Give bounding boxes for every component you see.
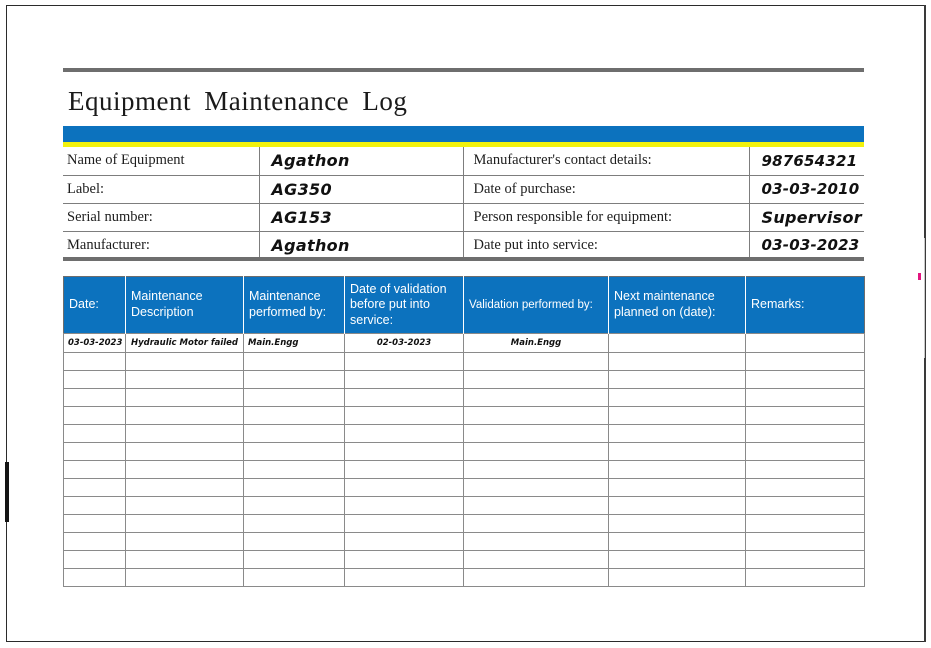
table-row-empty (64, 353, 865, 371)
cell-empty (746, 551, 865, 569)
cell-empty (609, 407, 746, 425)
info-label-person-responsible: Person responsible for equipment: (463, 203, 749, 231)
cell-empty (345, 479, 464, 497)
cell-empty (464, 515, 609, 533)
cell-empty (746, 389, 865, 407)
scan-hairline-artifact (924, 238, 925, 358)
table-row (63, 175, 864, 203)
cell-empty (345, 533, 464, 551)
cell-description: Hydraulic Motor failed (126, 334, 244, 353)
cell-empty (746, 533, 865, 551)
cell-empty (244, 371, 345, 389)
cell-empty (464, 569, 609, 587)
cell-empty (609, 389, 746, 407)
cell-next-maintenance (609, 334, 746, 353)
cell-empty (244, 533, 345, 551)
cell-empty (244, 425, 345, 443)
cell-empty (746, 425, 865, 443)
cell-empty (464, 479, 609, 497)
column-header-maintenance-description: Maintenance Description (126, 277, 244, 334)
scan-speck-artifact (918, 273, 921, 280)
cell-empty (464, 551, 609, 569)
cell-empty (64, 533, 126, 551)
cell-empty (345, 353, 464, 371)
cell-empty (345, 371, 464, 389)
cell-empty (609, 371, 746, 389)
cell-empty (126, 371, 244, 389)
cell-empty (609, 353, 746, 371)
cell-empty (746, 497, 865, 515)
info-value-person-responsible: Supervisor (749, 203, 864, 231)
cell-empty (126, 443, 244, 461)
cell-empty (345, 569, 464, 587)
info-label-name-of-equipment: Name of Equipment (63, 147, 259, 175)
cell-empty (464, 353, 609, 371)
table-row-empty (64, 461, 865, 479)
cell-empty (126, 425, 244, 443)
cell-empty (345, 407, 464, 425)
table-row-empty (64, 551, 865, 569)
cell-empty (126, 461, 244, 479)
cell-validated-by: Main.Engg (464, 334, 609, 353)
column-header-maintenance-performed-by: Maintenance performed by: (244, 277, 345, 334)
cell-empty (464, 533, 609, 551)
cell-empty (609, 425, 746, 443)
cell-empty (609, 515, 746, 533)
info-value-label: AG350 (259, 175, 463, 203)
maintenance-log-table (63, 276, 865, 587)
cell-empty (609, 479, 746, 497)
cell-empty (126, 353, 244, 371)
info-label-label: Label: (63, 175, 259, 203)
cell-empty (64, 461, 126, 479)
cell-empty (609, 461, 746, 479)
cell-empty (244, 443, 345, 461)
info-label-serial-number: Serial number: (63, 203, 259, 231)
cell-empty (244, 479, 345, 497)
cell-empty (126, 515, 244, 533)
cell-empty (126, 497, 244, 515)
info-value-manufacturer-contact: 987654321 (749, 147, 864, 175)
cell-empty (746, 461, 865, 479)
column-header-remarks: Remarks: (746, 277, 865, 334)
info-value-serial-number: AG153 (259, 203, 463, 231)
info-label-date-of-purchase: Date of purchase: (463, 175, 749, 203)
info-value-date-of-purchase: 03-03-2010 (749, 175, 864, 203)
equipment-info-table (63, 147, 864, 259)
info-label-date-put-into-service: Date put into service: (463, 231, 749, 259)
cell-empty (64, 371, 126, 389)
table-row-empty (64, 569, 865, 587)
page-title: Equipment Maintenance Log (68, 86, 408, 116)
table-row-empty (64, 389, 865, 407)
cell-empty (244, 569, 345, 587)
cell-empty (345, 425, 464, 443)
table-row (64, 334, 865, 353)
table-row-empty (64, 515, 865, 533)
cell-empty (464, 371, 609, 389)
table-row (63, 203, 864, 231)
cell-empty (345, 443, 464, 461)
cell-empty (746, 479, 865, 497)
table-row-empty (64, 425, 865, 443)
cell-empty (64, 551, 126, 569)
cell-empty (746, 515, 865, 533)
column-header-validation-performed-by: Validation performed by: (464, 277, 609, 334)
info-table-bottom-rule (63, 257, 864, 261)
info-value-date-put-into-service: 03-03-2023 (749, 231, 864, 259)
cell-empty (64, 569, 126, 587)
page-edge-artifact-left (5, 462, 9, 522)
cell-empty (64, 389, 126, 407)
cell-empty (609, 551, 746, 569)
column-header-date: Date: (64, 277, 126, 334)
cell-empty (746, 371, 865, 389)
cell-empty (64, 443, 126, 461)
cell-validation-date: 02-03-2023 (345, 334, 464, 353)
cell-empty (126, 551, 244, 569)
cell-empty (464, 497, 609, 515)
cell-empty (126, 479, 244, 497)
cell-empty (345, 461, 464, 479)
cell-empty (609, 533, 746, 551)
cell-empty (244, 353, 345, 371)
cell-empty (126, 389, 244, 407)
cell-empty (64, 425, 126, 443)
cell-empty (609, 443, 746, 461)
cell-date: 03-03-2023 (64, 334, 126, 353)
cell-empty (746, 407, 865, 425)
cell-empty (345, 497, 464, 515)
cell-remarks (746, 334, 865, 353)
cell-empty (746, 569, 865, 587)
column-header-date-of-validation: Date of validation before put into service: (345, 277, 464, 334)
table-row-empty (64, 497, 865, 515)
cell-empty (64, 407, 126, 425)
cell-empty (464, 389, 609, 407)
cell-empty (244, 497, 345, 515)
cell-empty (244, 407, 345, 425)
table-row-empty (64, 533, 865, 551)
info-value-name-of-equipment: Agathon (259, 147, 463, 175)
cell-empty (345, 551, 464, 569)
cell-empty (244, 389, 345, 407)
cell-empty (746, 353, 865, 371)
cell-empty (609, 569, 746, 587)
header-rule (63, 68, 864, 72)
table-row (63, 147, 864, 175)
cell-empty (345, 515, 464, 533)
cell-performed-by: Main.Engg (244, 334, 345, 353)
info-label-manufacturer: Manufacturer: (67, 236, 150, 253)
info-value-manufacturer: Agathon (259, 231, 463, 259)
cell-empty (244, 461, 345, 479)
cell-empty (464, 443, 609, 461)
cell-empty (64, 479, 126, 497)
cell-empty (64, 353, 126, 371)
cell-empty (64, 497, 126, 515)
cell-empty (345, 389, 464, 407)
table-row (63, 231, 864, 259)
cell-empty (464, 407, 609, 425)
info-label-manufacturer-contact: Manufacturer's contact details: (463, 147, 749, 175)
cell-empty (464, 425, 609, 443)
log-table-body (64, 334, 865, 587)
cell-empty (64, 515, 126, 533)
banner-blue-bar (63, 126, 864, 142)
cell-empty (126, 407, 244, 425)
cell-empty (464, 461, 609, 479)
column-header-next-maintenance-planned: Next maintenance planned on (date): (609, 277, 746, 334)
cell-empty (126, 533, 244, 551)
cell-empty (244, 515, 345, 533)
table-row-empty (64, 479, 865, 497)
cell-empty (609, 497, 746, 515)
log-header-row (64, 277, 865, 334)
table-row-empty (64, 371, 865, 389)
cell-empty (126, 569, 244, 587)
cell-empty (244, 551, 345, 569)
table-row-empty (64, 407, 865, 425)
table-row-empty (64, 443, 865, 461)
cell-empty (746, 443, 865, 461)
